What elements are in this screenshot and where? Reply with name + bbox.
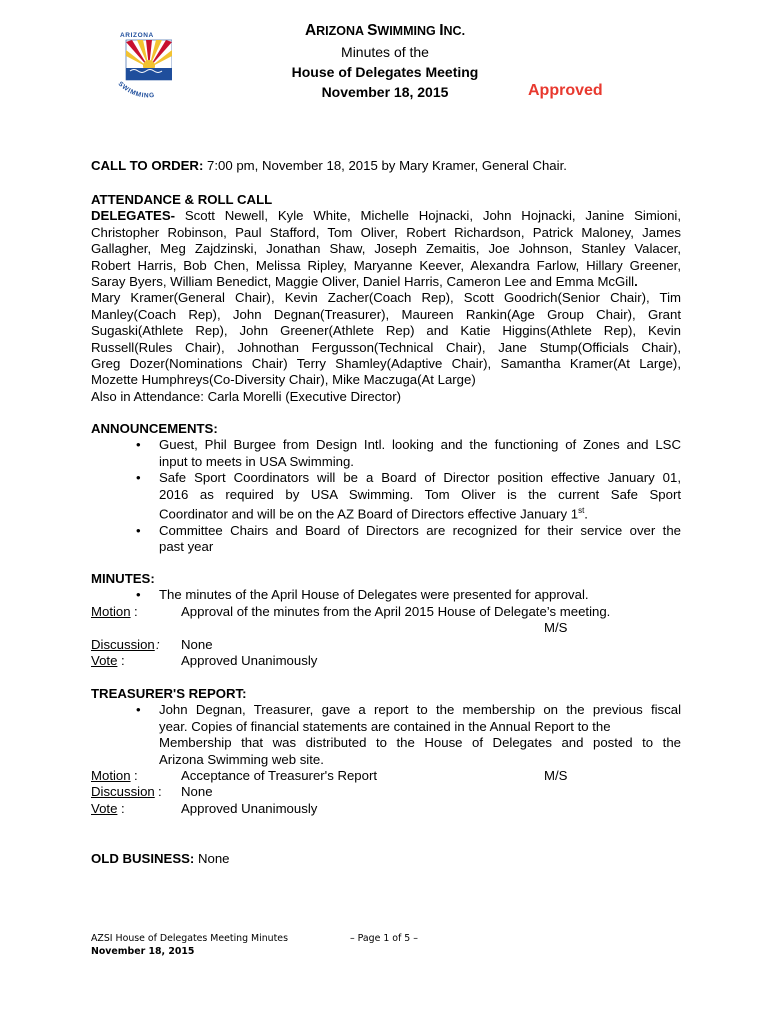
approved-status: Approved [528,82,603,99]
vote-row: Vote : Approved Unanimously [91,652,318,668]
attendance-line: Robert Harris, Bob Chen, Melissa Ripley, Maryanne Keever, Alexandra Farlow, Hillary Greener, [91,257,681,273]
vote-row: Vote : Approved Unanimously [91,800,318,816]
treasurer-section [91,686,681,817]
list-item: • The minutes of the April House of Delegates were presented for approval. [91,587,681,603]
attendance-line: Manley(Coach Rep), John Degnan(Treasurer), Maureen Rankin(Age Group Chair), Grant [91,306,681,322]
motion-row: Motion : Approval of the minutes from the April 2015 House of Delegate’s meeting. [91,603,611,619]
attendance-line: DELEGATES- Scott Newell, Kyle White, Michelle Hojnacki, John Hojnacki, Janine Simioni, [91,208,681,224]
announcements-section [91,421,681,556]
logo-bottom-text: SWIMMING [116,80,156,100]
announcements-heading: ANNOUNCEMENTS: [91,421,218,436]
header-meeting-name: House of Delegates Meeting [291,64,479,80]
treasurer-heading: TREASURER'S REPORT: [91,686,247,701]
list-item: • Guest, Phil Burgee from Design Intl. looking and the functioning of Zones and LSC input to meets in USA Swimming. [91,437,681,470]
minutes-section [91,571,681,669]
header-minutes-of: Minutes of the [341,44,429,60]
logo-top-text: ARIZONA [120,32,154,39]
header-meeting-date: November 18, 2015 [321,84,449,100]
page-number: – Page 1 of 5 – [350,933,418,944]
footer-doc-info [91,932,288,958]
footer-doc-title: AZSI House of Delegates Meeting Minutes [91,933,288,944]
minutes-heading: MINUTES: [91,571,155,586]
attendance-line: Mozette Humphreys(Co-Diversity Chair), Mike Maczuga(At Large) [91,372,476,388]
ms-row: M/S [544,620,568,636]
also-in-attendance: Also in Attendance: Carla Morelli (Executive Director) [91,388,402,404]
attendance-line: Greg Dozer(Nominations Chair) Terry Shamley(Adaptive Chair), Samantha Kramer(At Large), [91,356,681,372]
discussion-row: Discussion : None [91,636,213,652]
attendance-heading: ATTENDANCE & ROLL CALL [91,192,273,207]
attendance-line: Sugaski(Athlete Rep), John Greener(Athlete Rep) and Katie Higgins(Athlete Rep), Kevin [91,323,681,339]
list-item: • Committee Chairs and Board of Directors are recognized for their service over the past year [91,523,681,556]
attendance-line: Russell(Rules Chair), Johnothan Fergusson(Technical Chair), Jane Stump(Officials Chair), [91,339,681,355]
attendance-line: Christopher Robinson, Paul Stafford, Tom Oliver, Robert Richardson, Patrick Maloney, James [91,224,681,240]
arizona-swimming-logo [110,28,172,106]
list-item: • Safe Sport Coordinators will be a Board of Director position effective January 01, 2016 as required by USA Swimming. Tom Oliver is the current Safe Sport Coordinator and will be on the AZ Board of Directors effective January 1st. [91,470,681,523]
attendance-section [91,192,681,405]
call-to-order: CALL TO ORDER: 7:00 pm, November 18, 2015 by Mary Kramer, General Chair. [91,158,567,173]
discussion-row: Discussion : None [91,784,213,800]
attendance-line: Gallagher, Meg Zajdzinski, Jonathan Shaw, Joseph Zemaitis, Joe Johnson, Stanley Valacer, [91,241,681,257]
attendance-line: Mary Kramer(General Chair), Kevin Zacher(Coach Rep), Scott Goodrich(Senior Chair), Tim [91,290,681,306]
list-item: • John Degnan, Treasurer, gave a report to the membership on the previous fiscal year. Copies of financial statements are contained in the Annual Report to the Membership that was distributed to the House of Delegates and posted to the Arizona Swimming web site. [91,702,681,768]
footer-date: November 18, 2015 [91,946,195,957]
attendance-line: Saray Byers, William Benedict, Maggie Oliver, Daniel Harris, Cameron Lee and Emma McGill. [91,274,638,290]
organization-title: ARIZONA SWIMMING INC. [304,22,466,39]
motion-row: Motion : Acceptance of Treasurer's Report M/S [91,768,568,784]
old-business: OLD BUSINESS: None [91,851,230,866]
